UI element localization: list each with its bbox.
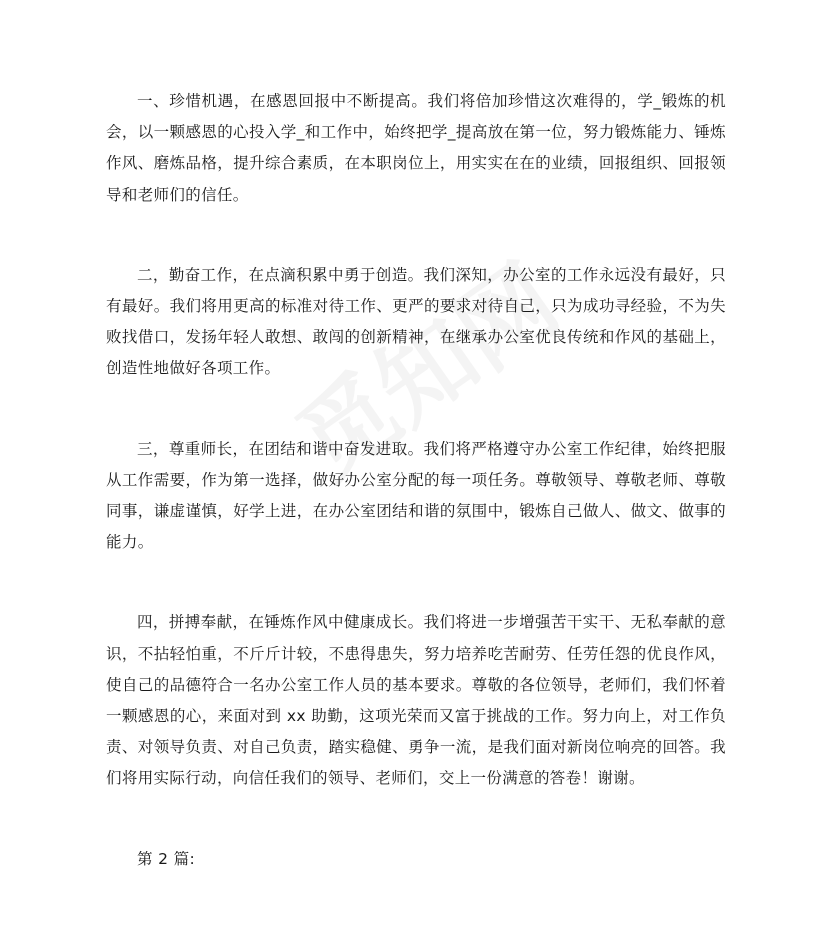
paragraph-4: 四，拼搏奉献，在锤炼作风中健康成长。我们将进一步增强苦干实干、无私奉献的意识，不拈轻怕重，不斤斤计较，不患得患失，努力培养吃苦耐劳、任劳任怨的优良作风，使自己的品德符合一名办公室工作人员的基本要求。尊敬的各位领导，老师们，我们怀着一颗感恩的心，来面对到 xx 助勤，这项光荣而又富于挑战的工作。努力向上，对工作负责、对领导负责、对自己负责，踏实稳健、勇争一流，是我们面对新岗位响亮的回答。我们将用实际行动，向信任我们的领导、老师们，交上一份满意的答卷！谢谢。 — [106, 613, 726, 788]
paragraph-1: 一、珍惜机遇，在感恩回报中不断提高。我们将倍加珍惜这次难得的，学_锻炼的机会，以一颗感恩的心投入学_和工作中，始终把学_提高放在第一位，努力锻炼能力、锤炼作风、磨炼品格，提升综合素质，在本职岗位上，用实实在在的业绩，回报组织、回报领导和老师们的信任。 — [106, 92, 726, 204]
paragraph-3: 三，尊重师长，在团结和谐中奋发进取。我们将严格遵守办公室工作纪律，始终把服从工作需要，作为第一选择，做好办公室分配的每一项任务。尊敬领导、尊敬老师、尊敬同事，谦虚谨慎，好学上进，在办公室团结和谐的氛围中，锻炼自己做人、做文、做事的能力。 — [106, 439, 726, 552]
section-heading: 第 2 篇: — [137, 849, 196, 868]
document-body — [106, 86, 726, 924]
paragraph-2: 二，勤奋工作，在点滴积累中勇于创造。我们深知，办公室的工作永远没有最好，只有最好。我们将用更高的标准对待工作、更严的要求对待自己，只为成功寻经验，不为失败找借口，发扬年轻人敢想、敢闯的创新精神，在继承办公室优良传统和作风的基础上，创造性地做好各项工作。 — [106, 265, 726, 378]
